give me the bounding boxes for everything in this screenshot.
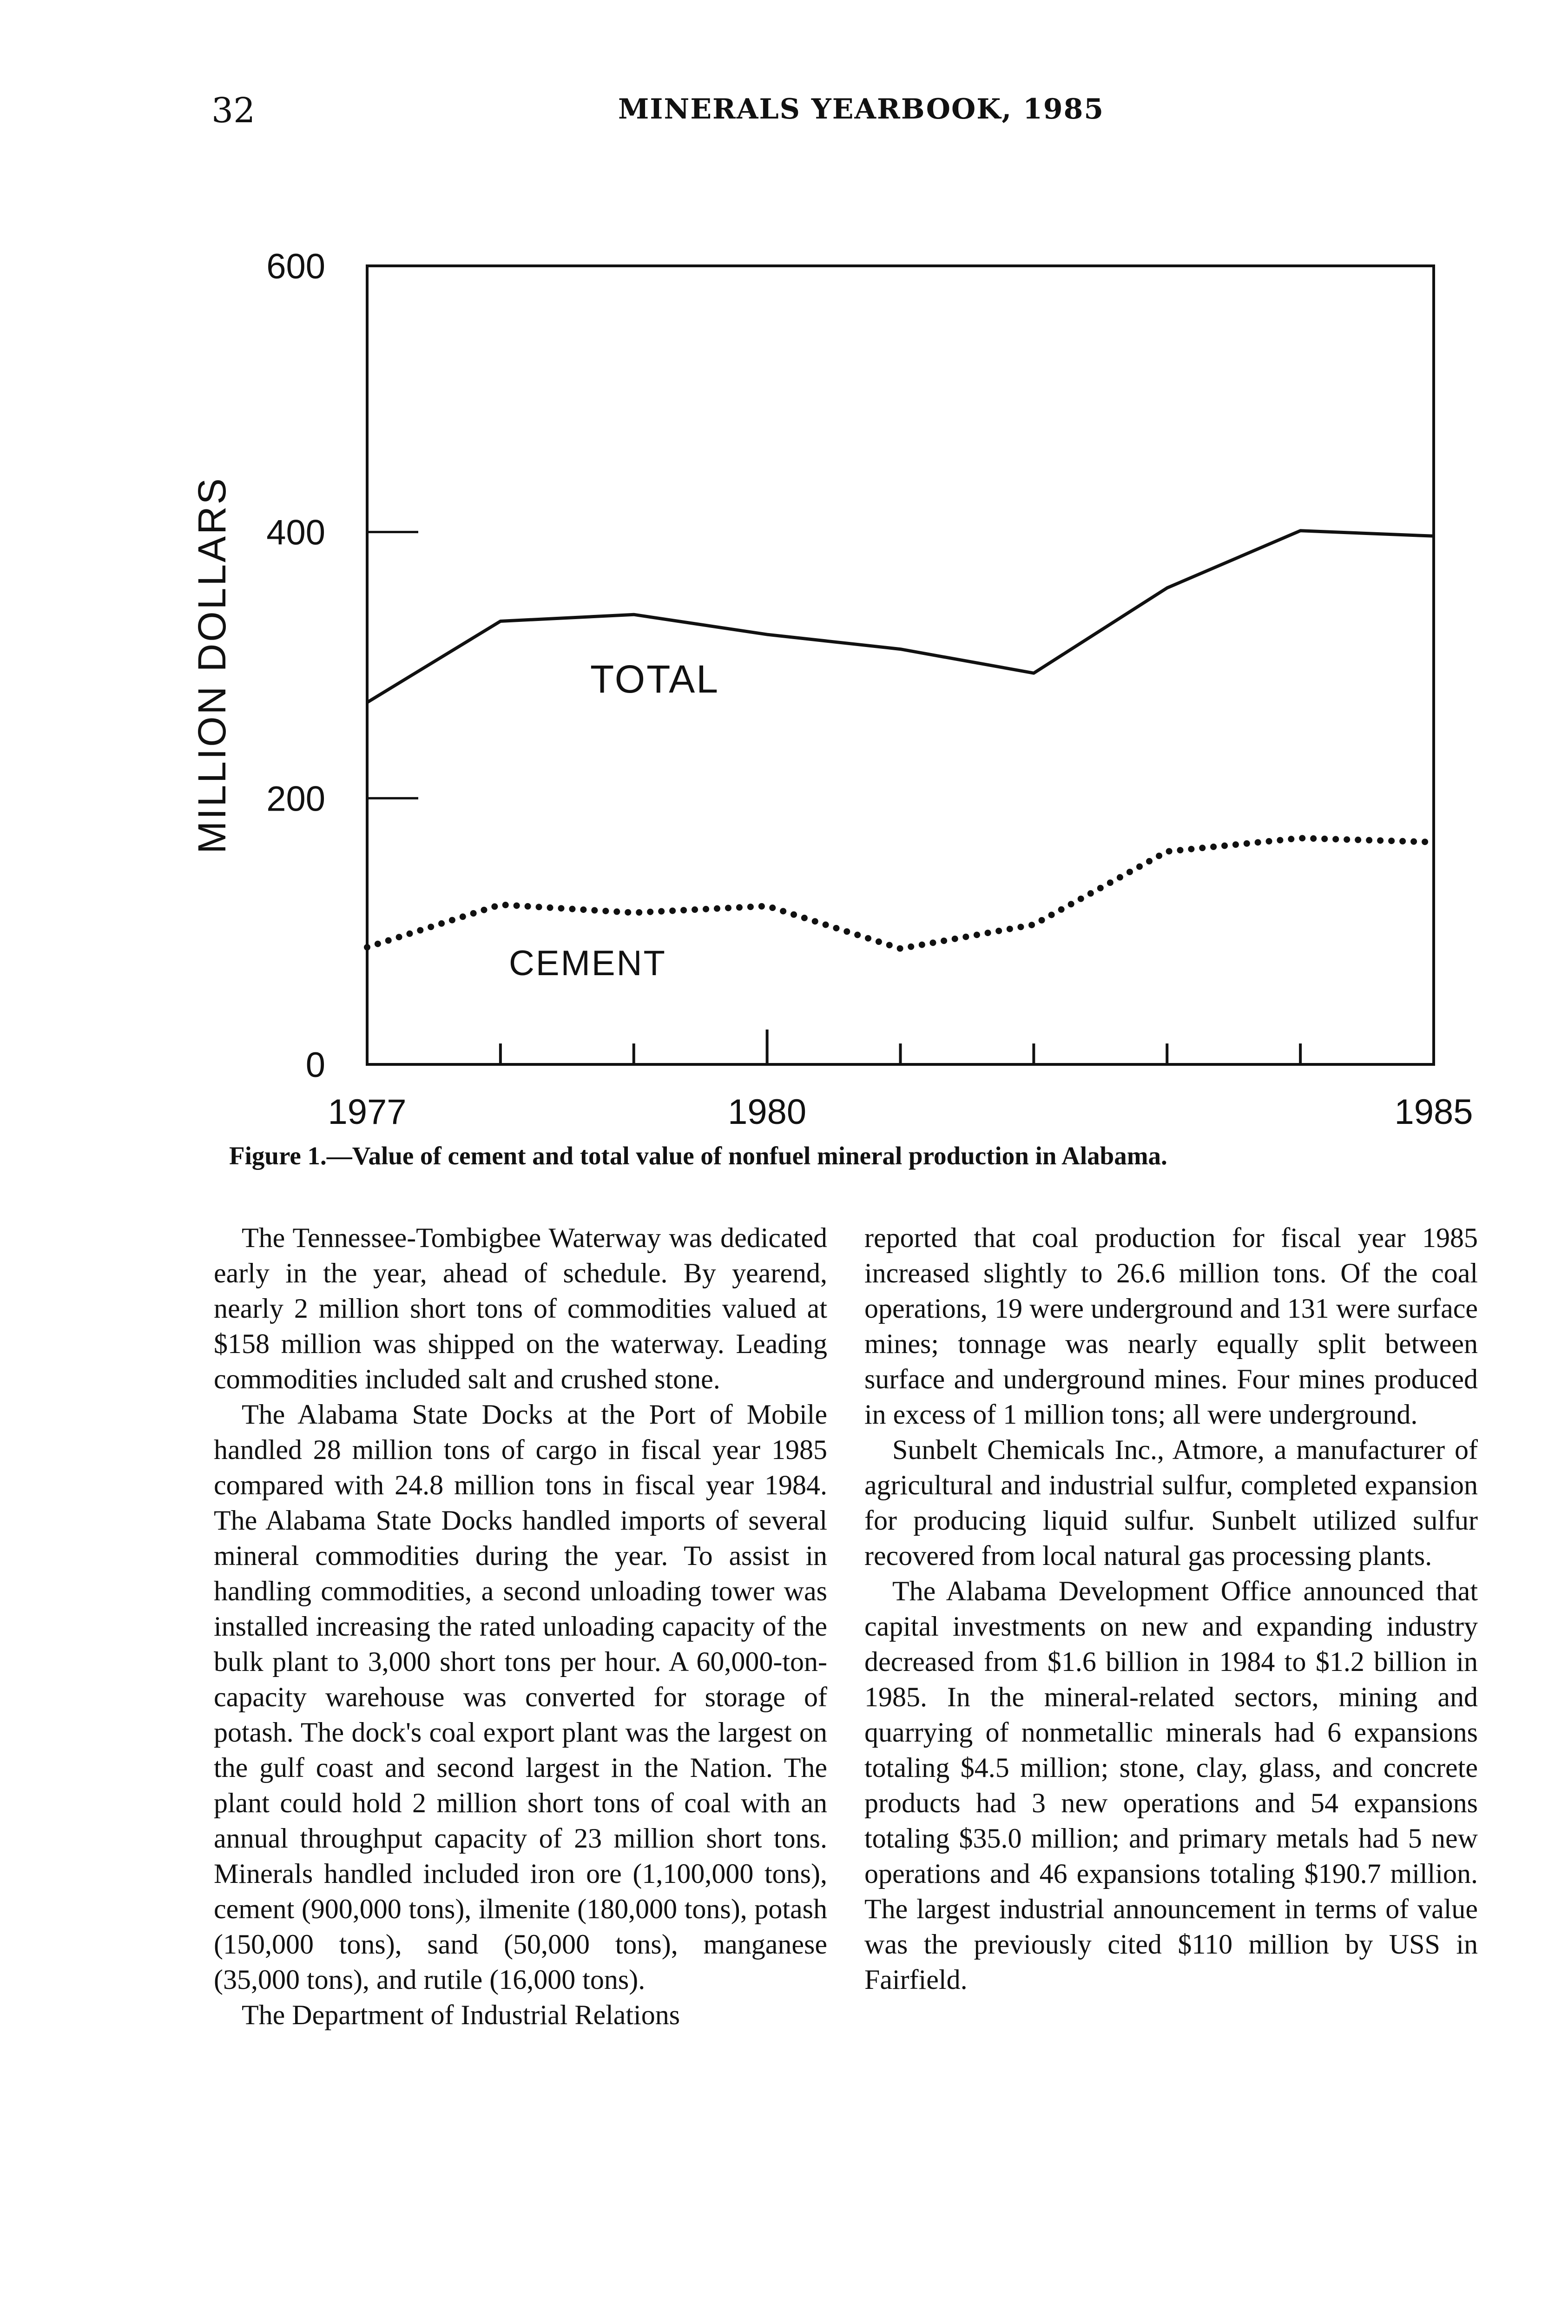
total-line — [367, 531, 1434, 702]
right-column — [864, 1220, 1478, 1997]
y-tick-label: 200 — [266, 779, 325, 819]
paragraph: reported that coal production for fiscal year 1985 increased slightly to 26.6 million tons. Of the coal operations, 19 were underground and 131 were surface mines; tonnage was nearly equally split between surface and underground mines. Four mines produced in excess of 1 million tons; all were underground. — [864, 1222, 1478, 1430]
x-tick-label: 1977 — [328, 1092, 407, 1132]
total-series-label: TOTAL — [590, 657, 719, 701]
x-tick-label: 1985 — [1394, 1092, 1473, 1132]
page-number: 32 — [211, 91, 256, 131]
paragraph: The Tennessee-Tombigbee Waterway was dedicated early in the year, ahead of schedule. By yearend, nearly 2 million short tons of commodities valued at $158 million was shipped on the waterway. Leading commodities included salt and crushed stone. — [214, 1222, 827, 1394]
running-title: MINERALS YEARBOOK, 1985 — [618, 93, 1105, 125]
cement-series-label: CEMENT — [509, 944, 666, 983]
cement-point — [767, 905, 768, 906]
paragraph: The Alabama State Docks at the Port of Mobile handled 28 million tons of cargo in fiscal year 1985 compared with 24.8 million tons in fiscal year 1984. The Alabama State Docks handled imports of several mineral commodities during the year. To assist in handling commodities, a second unloading tower was installed increasing the rated unloading capacity of the bulk plant to 3,000 short tons per hour. A 60,000-ton-capacity warehouse was converted for storage of potash. The dock's coal export plant was the largest on the gulf coast and second largest in the Nation. The plant could hold 2 million short tons of coal with an annual throughput capacity of 23 million short tons. Minerals handled included iron ore (1,100,000 tons), cement (900,000 tons), ilmenite (180,000 tons), potash (150,000 tons), sand (50,000 tons), manganese (35,000 tons), and rutile (16,000 tons). — [214, 1399, 827, 1995]
paragraph: Sunbelt Chemicals Inc., Atmore, a manufacturer of agricultural and industrial sulfur, completed expansion for producing liquid sulfur. Sunbelt utilized sulfur recovered from local natural gas processing plants. — [864, 1434, 1478, 1571]
x-tick-label: 1980 — [728, 1092, 807, 1132]
value-chart — [0, 0, 1568, 1143]
cement-point — [500, 904, 501, 905]
left-column — [214, 1220, 827, 2033]
cement-line — [367, 838, 1434, 949]
figure-caption: Figure 1.—Value of cement and total value of nonfuel mineral production in Alabama. — [229, 1142, 1167, 1170]
y-tick-label: 600 — [266, 247, 325, 286]
y-tick-label: 0 — [305, 1045, 325, 1085]
paragraph: The Alabama Development Office announced that capital investments on new and expanding industry decreased from $1.6 billion in 1984 to $1.2 billion in 1985. In the mineral-related sectors, mining and quarrying of nonmetallic minerals had 6 expansions totaling $4.5 million; stone, clay, glass, and concrete products had 3 new operations and 54 expansions totaling $35.0 million; and primary metals had 5 new operations and 46 expansions totaling $190.7 million. The largest industrial announcement in terms of value was the previously cited $110 million by USS in Fairfield. — [864, 1576, 1478, 1995]
cement-point — [633, 912, 634, 913]
paragraph: The Department of Industrial Relations — [242, 2000, 680, 2030]
y-axis-label: MILLION DOLLARS — [190, 476, 234, 854]
y-tick-label: 400 — [266, 513, 325, 553]
